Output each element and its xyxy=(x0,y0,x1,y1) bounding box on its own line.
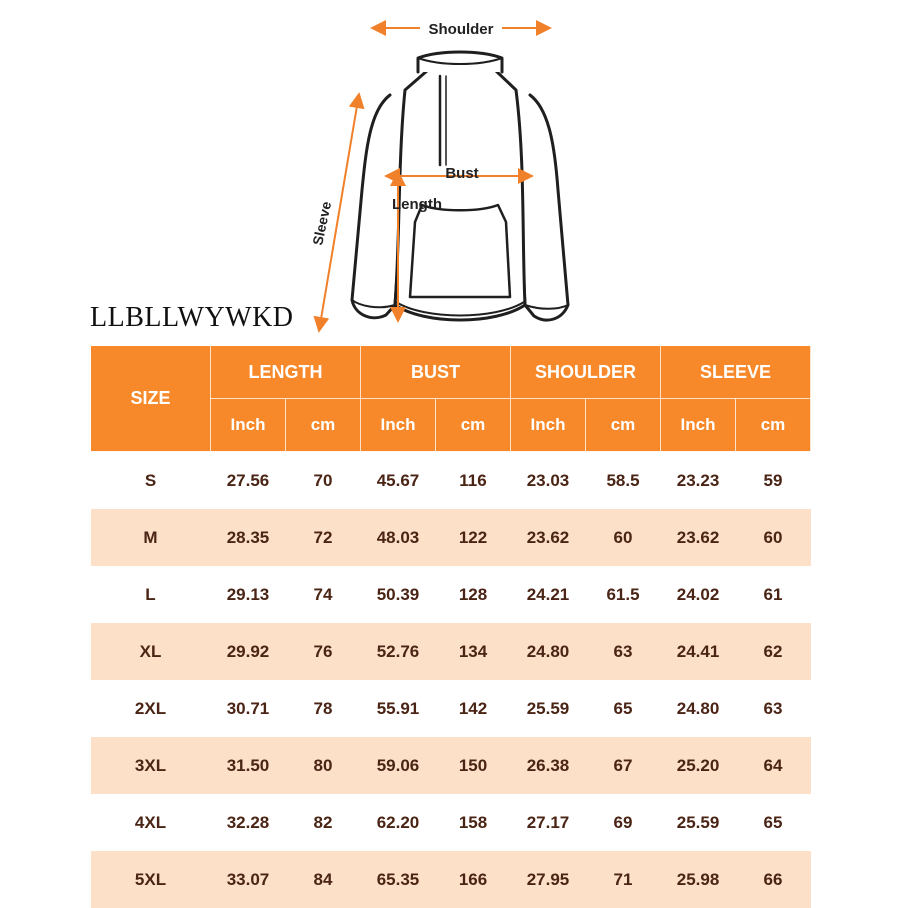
measurement-cell: 80 xyxy=(286,737,361,794)
measurement-cell: 65 xyxy=(736,794,811,851)
measurement-cell: 27.17 xyxy=(511,794,586,851)
measurement-cell: 70 xyxy=(286,452,361,510)
measurement-cell: 150 xyxy=(436,737,511,794)
unit-header: Inch xyxy=(361,399,436,452)
unit-header: cm xyxy=(436,399,511,452)
unit-header: Inch xyxy=(661,399,736,452)
measurement-cell: 78 xyxy=(286,680,361,737)
sweatshirt-outline xyxy=(352,52,568,320)
shoulder-label: Shoulder xyxy=(428,21,493,38)
measurement-cell: 60 xyxy=(586,509,661,566)
measurement-cell: 24.21 xyxy=(511,566,586,623)
measurement-cell: 45.67 xyxy=(361,452,436,510)
measurement-cell: 63 xyxy=(586,623,661,680)
unit-header: cm xyxy=(586,399,661,452)
table-row xyxy=(91,623,811,680)
size-chart-table xyxy=(90,345,811,908)
measurement-cell: 66 xyxy=(736,851,811,908)
table-row xyxy=(91,737,811,794)
group-header-bust: BUST xyxy=(361,346,511,399)
measurement-cell: 62 xyxy=(736,623,811,680)
measurement-cell: 32.28 xyxy=(211,794,286,851)
measurement-cell: 50.39 xyxy=(361,566,436,623)
sweatshirt-illustration xyxy=(300,10,620,340)
table-row xyxy=(91,851,811,908)
measurement-cell: 67 xyxy=(586,737,661,794)
measurement-cell: 30.71 xyxy=(211,680,286,737)
sleeve-label: Sleeve xyxy=(309,200,334,247)
measurement-cell: 63 xyxy=(736,680,811,737)
size-cell: S xyxy=(91,452,211,510)
measurement-cell: 59.06 xyxy=(361,737,436,794)
measurement-cell: 24.41 xyxy=(661,623,736,680)
size-cell: 3XL xyxy=(91,737,211,794)
measurement-cell: 27.95 xyxy=(511,851,586,908)
measurement-cell: 23.03 xyxy=(511,452,586,510)
size-cell: 5XL xyxy=(91,851,211,908)
measurement-cell: 84 xyxy=(286,851,361,908)
brand-name: LLBLLWYWKD xyxy=(90,302,294,334)
measurement-cell: 69 xyxy=(586,794,661,851)
measurement-cell: 25.20 xyxy=(661,737,736,794)
measurement-cell: 24.02 xyxy=(661,566,736,623)
size-cell: XL xyxy=(91,623,211,680)
measurement-cell: 65 xyxy=(586,680,661,737)
measurement-cell: 33.07 xyxy=(211,851,286,908)
bust-label: Bust xyxy=(445,165,478,182)
measurement-cell: 65.35 xyxy=(361,851,436,908)
measurement-cell: 142 xyxy=(436,680,511,737)
unit-header: Inch xyxy=(511,399,586,452)
measurement-cell: 62.20 xyxy=(361,794,436,851)
measurement-cell: 74 xyxy=(286,566,361,623)
measurement-cell: 25.59 xyxy=(661,794,736,851)
group-header-shoulder: SHOULDER xyxy=(511,346,661,399)
table-row xyxy=(91,680,811,737)
measurement-cell: 58.5 xyxy=(586,452,661,510)
table-row xyxy=(91,794,811,851)
unit-header: Inch xyxy=(211,399,286,452)
table-row xyxy=(91,452,811,510)
size-cell: 2XL xyxy=(91,680,211,737)
measurement-cell: 64 xyxy=(736,737,811,794)
group-header-sleeve: SLEEVE xyxy=(661,346,811,399)
measurement-cell: 23.62 xyxy=(661,509,736,566)
measurement-cell: 29.13 xyxy=(211,566,286,623)
measurement-cell: 158 xyxy=(436,794,511,851)
size-header: SIZE xyxy=(91,346,211,452)
size-cell: 4XL xyxy=(91,794,211,851)
measurement-cell: 55.91 xyxy=(361,680,436,737)
table-row xyxy=(91,509,811,566)
measurement-cell: 23.23 xyxy=(661,452,736,510)
measurement-cell: 82 xyxy=(286,794,361,851)
measurement-cell: 76 xyxy=(286,623,361,680)
measurement-cell: 52.76 xyxy=(361,623,436,680)
measurement-cell: 128 xyxy=(436,566,511,623)
measurement-cell: 61 xyxy=(736,566,811,623)
unit-header: cm xyxy=(286,399,361,452)
measurement-cell: 134 xyxy=(436,623,511,680)
measurement-cell: 61.5 xyxy=(586,566,661,623)
measurement-cell: 60 xyxy=(736,509,811,566)
measurement-cell: 27.56 xyxy=(211,452,286,510)
header-row-groups xyxy=(91,346,811,399)
table-row xyxy=(91,566,811,623)
unit-header: cm xyxy=(736,399,811,452)
measurement-cell: 25.98 xyxy=(661,851,736,908)
measurement-cell: 24.80 xyxy=(661,680,736,737)
garment-diagram xyxy=(300,10,620,340)
measurement-cell: 116 xyxy=(436,452,511,510)
measurement-cell: 166 xyxy=(436,851,511,908)
measurement-cell: 29.92 xyxy=(211,623,286,680)
measurement-cell: 31.50 xyxy=(211,737,286,794)
measurement-cell: 23.62 xyxy=(511,509,586,566)
size-rows xyxy=(91,452,811,908)
measurement-cell: 59 xyxy=(736,452,811,510)
measurement-cell: 26.38 xyxy=(511,737,586,794)
group-header-length: LENGTH xyxy=(211,346,361,399)
measurement-cell: 48.03 xyxy=(361,509,436,566)
size-cell: M xyxy=(91,509,211,566)
measurement-cell: 71 xyxy=(586,851,661,908)
measurement-cell: 25.59 xyxy=(511,680,586,737)
measurement-cell: 28.35 xyxy=(211,509,286,566)
measurement-cell: 72 xyxy=(286,509,361,566)
length-label: Length xyxy=(392,196,442,213)
measurement-cell: 122 xyxy=(436,509,511,566)
size-cell: L xyxy=(91,566,211,623)
measurement-cell: 24.80 xyxy=(511,623,586,680)
